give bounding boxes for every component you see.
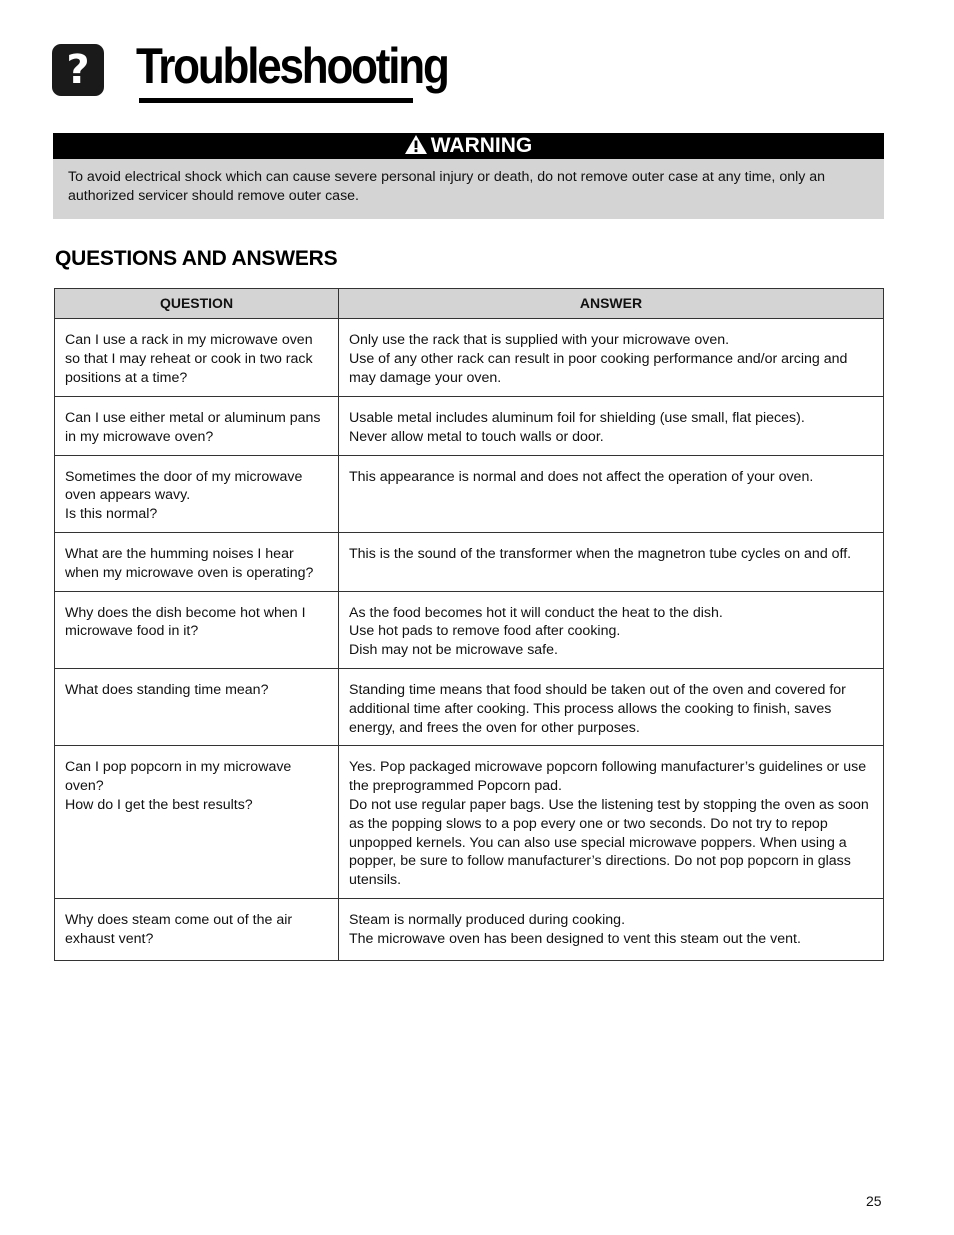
question-text: What are the humming noises I hear when my microwave oven is operating? [65,545,314,581]
answer-cell [339,455,884,532]
table-row [55,455,884,532]
answer-text: The microwave oven has been designed to vent this steam out the vent. [349,930,801,947]
question-text: Is this normal? [65,506,158,523]
answer-cell [339,898,884,960]
answer-text: Use hot pads to remove food after cooking. [349,623,621,640]
page-header [52,38,448,110]
table-row [55,668,884,745]
table-row [55,746,884,899]
warning-box [53,133,884,219]
table-row [55,532,884,591]
table-row [55,898,884,960]
question-column-header: QUESTION [55,289,339,319]
answer-text: Do not use regular paper bags. Use the listening test by stopping the oven as soon as the popping slows to a pop every one or two seconds. Do not try to repop unpopped kernels. You can also use special microwave poppers. When using a popper, be sure to follow manufacturer’s directions. Do not pop popcorn in glass utensils. [349,796,869,889]
question-cell [55,455,339,532]
answer-text: As the food becomes hot it will conduct the heat to the dish. [349,604,723,621]
answer-cell [339,319,884,397]
question-cell [55,532,339,591]
section-title: QUESTIONS AND ANSWERS [55,247,338,270]
question-text: Why does steam come out of the air exhaust vent? [65,911,293,947]
warning-triangle-icon [405,135,427,154]
question-cell [55,668,339,745]
question-text: Why does the dish become hot when I microwave food in it? [65,604,306,640]
warning-header [53,133,884,159]
question-text: Can I use either metal or aluminum pans in my microwave oven? [65,410,321,445]
question-text: How do I get the best results? [65,796,253,813]
answer-cell [339,532,884,591]
answer-cell [339,397,884,456]
answer-text: Steam is normally produced during cooking. [349,911,626,928]
table-row [55,397,884,456]
question-text: Can I pop popcorn in my microwave oven? [65,759,292,795]
question-cell [55,898,339,960]
answer-text: Use of any other rack can result in poor cooking performance and/or arcing and may damage your oven. [349,350,848,386]
answer-text: This is the sound of the transformer when the magnetron tube cycles on and off. [349,545,852,562]
warning-label: WARNING [430,134,533,157]
question-cell [55,591,339,668]
answer-cell [339,668,884,745]
table-header-row [55,289,884,319]
answer-cell [339,591,884,668]
warning-text: To avoid electrical shock which can cause severe personal injury or death, do not remove outer case at any time, only an authorized servicer should remove outer case. [68,169,826,204]
question-text: What does standing time mean? [65,681,269,698]
page-title: Troubleshooting [136,38,448,94]
question-text: Can I use a rack in my microwave oven so that I may reheat or cook in two rack positions at a time? [65,332,313,386]
answer-text: Only use the rack that is supplied with your microwave oven. [349,332,730,348]
question-cell [55,746,339,899]
answer-text: Standing time means that food should be taken out of the oven and covered for additional time after cooking. This process allows the cooking to finish, saves energy, and frees the oven for other purposes. [349,681,846,736]
question-cell [55,319,339,397]
answer-cell [339,746,884,899]
answer-text: Dish may not be microwave safe. [349,642,558,659]
answer-text: Usable metal includes aluminum foil for shielding (use small, flat pieces). [349,410,805,426]
answer-column-header: ANSWER [339,289,884,319]
title-underline [139,98,413,103]
answer-text: This appearance is normal and does not affect the operation of your oven. [349,468,814,485]
question-text: Sometimes the door of my microwave oven appears wavy. [65,468,303,504]
question-mark-icon: ? [52,44,104,96]
page-number: 25 [866,1193,882,1209]
question-cell [55,397,339,456]
table-row [55,319,884,397]
answer-text: Never allow metal to touch walls or door. [349,428,604,445]
answer-text: Yes. Pop packaged microwave popcorn following manufacturer’s guidelines or use the preprogrammed Popcorn pad. [349,759,867,795]
qa-table-body [55,319,884,961]
qa-table [54,288,884,961]
table-row [55,591,884,668]
